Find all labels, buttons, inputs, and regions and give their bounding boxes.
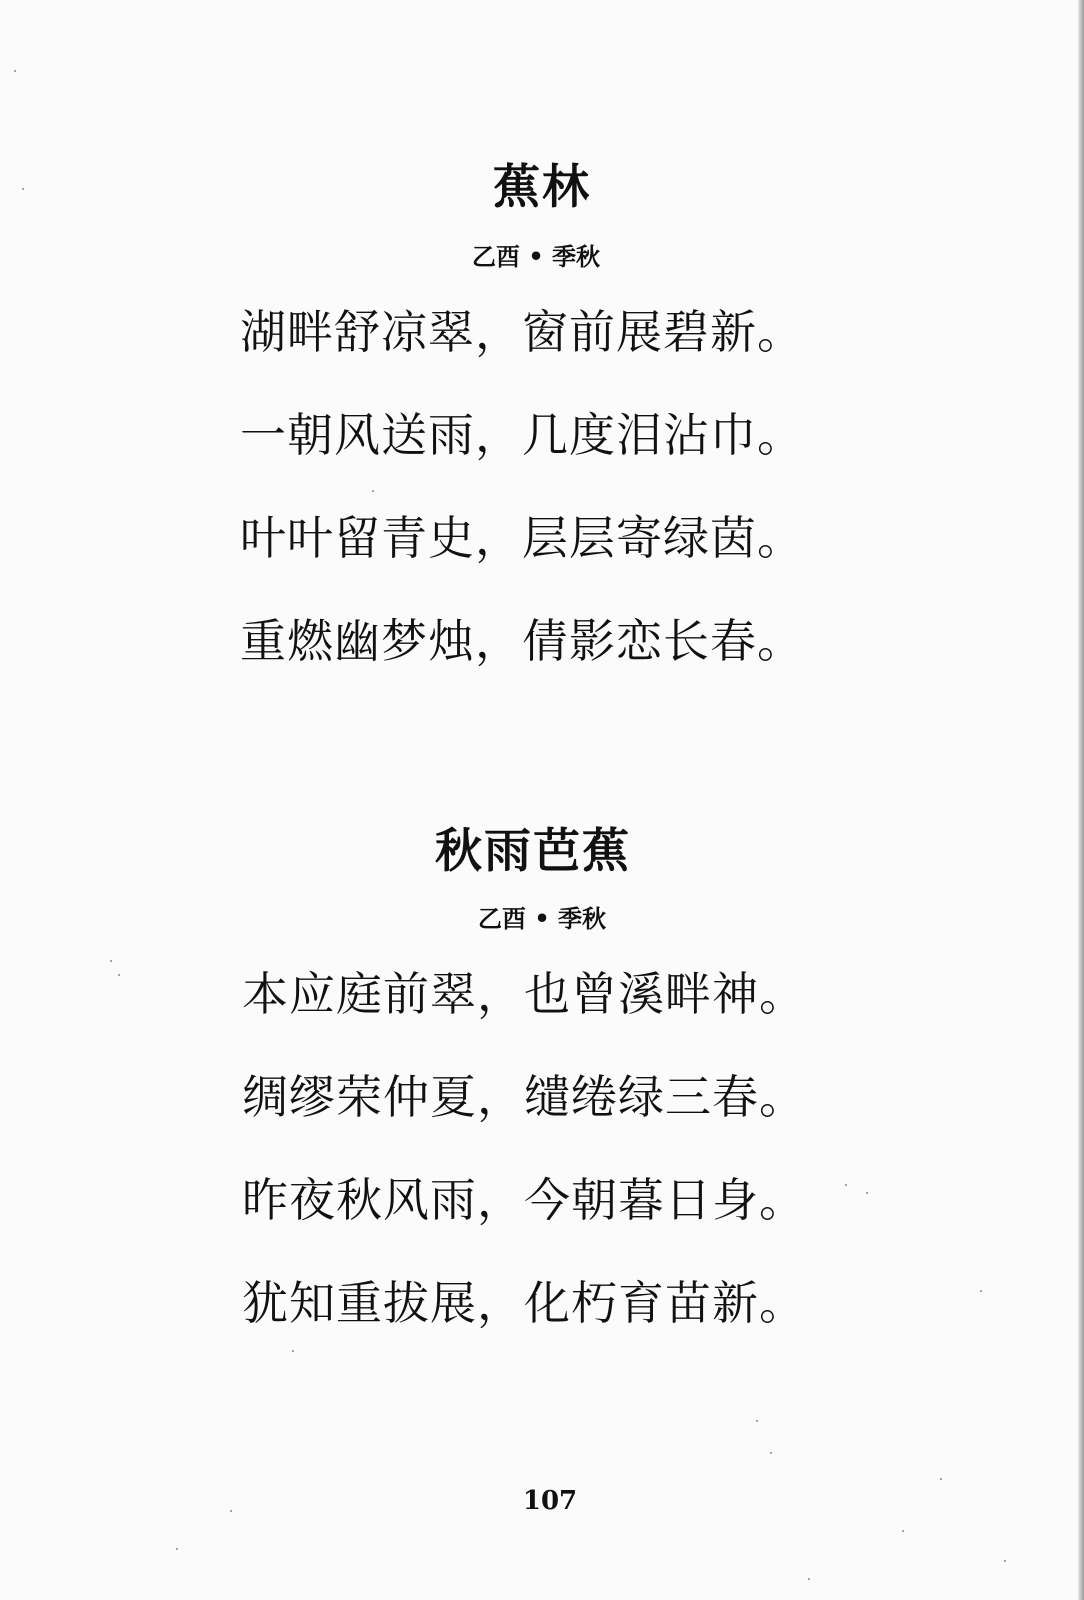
scan-speck: [22, 188, 24, 190]
poem-date: 乙酉 • 季秋: [471, 242, 601, 271]
poem-line: 一朝风送雨，几度泪沾巾。: [240, 408, 804, 462]
scan-speck: [902, 1530, 904, 1532]
scan-speck: [118, 974, 120, 976]
poem-body: [240, 306, 860, 718]
page-number: 107: [522, 1486, 578, 1516]
scan-speck: [770, 1452, 772, 1454]
scan-speck: [980, 1290, 982, 1292]
scan-speck: [230, 1510, 232, 1512]
scan-speck: [14, 70, 16, 72]
poem-qiuyu-bajiao: [0, 822, 1084, 1330]
poem-line: 叶叶留青史，层层寄绿茵。: [240, 511, 804, 565]
poem-title: 秋雨芭蕉: [435, 824, 631, 879]
poem-jiaolin: [0, 158, 1084, 668]
scan-speck: [372, 490, 374, 492]
poem-line: 重燃幽梦烛，倩影恋长春。: [240, 614, 804, 668]
scan-speck: [756, 1420, 758, 1422]
poem-line: 绸缪荣仲夏，缱绻绿三春。: [242, 1070, 806, 1124]
poem-title: 蕉林: [493, 160, 591, 215]
poem-line: 犹知重拔展，化朽育苗新。: [242, 1276, 806, 1330]
poem-body: [242, 968, 862, 1380]
poem-date: 乙酉 • 季秋: [477, 904, 607, 933]
poem-line: 昨夜秋风雨，今朝暮日身。: [242, 1173, 806, 1227]
poem-line: 湖畔舒凉翠，窗前展碧新。: [240, 305, 804, 359]
scan-speck: [845, 1184, 847, 1186]
poem-line: 本应庭前翠，也曾溪畔神。: [242, 967, 806, 1021]
scan-speck: [866, 1192, 868, 1194]
scan-speck: [176, 1548, 178, 1550]
scan-speck: [940, 1478, 942, 1480]
scan-speck: [1004, 1560, 1006, 1562]
scan-speck: [292, 1350, 294, 1352]
scan-speck: [808, 1578, 810, 1580]
scan-speck: [110, 960, 112, 962]
